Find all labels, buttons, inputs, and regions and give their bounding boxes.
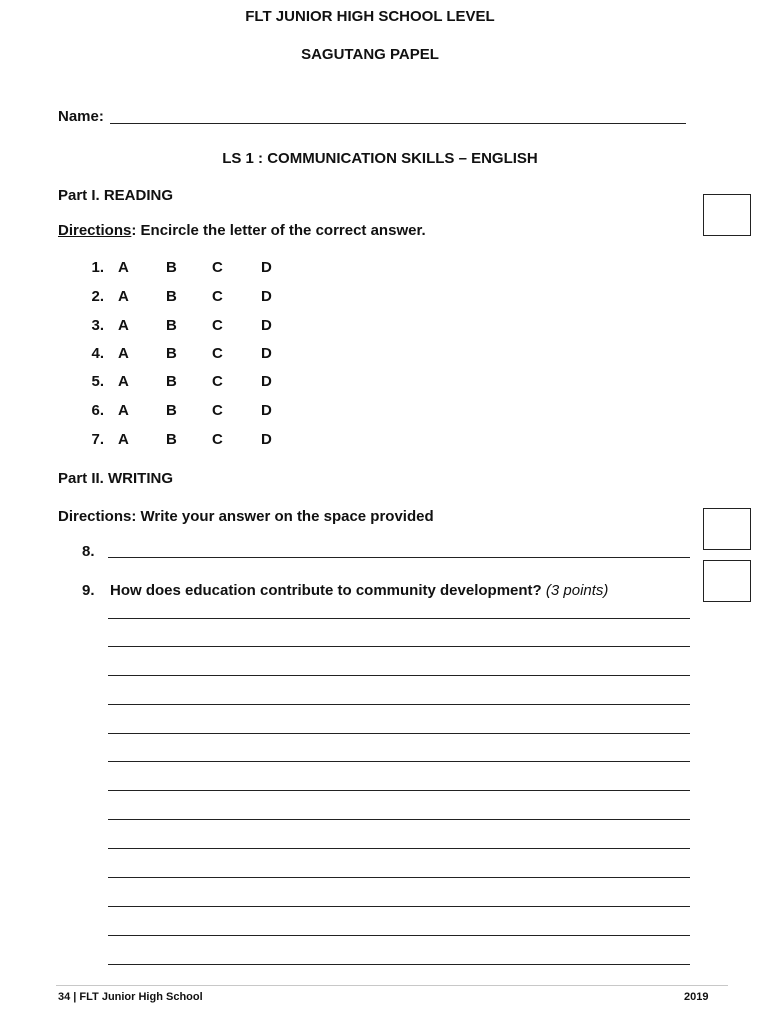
answer-line[interactable] xyxy=(108,935,690,936)
option-c[interactable]: C xyxy=(212,259,223,276)
option-c[interactable]: C xyxy=(212,345,223,362)
q8-answer-line[interactable] xyxy=(108,557,690,558)
option-b[interactable]: B xyxy=(166,402,177,419)
option-b[interactable]: B xyxy=(166,259,177,276)
option-a[interactable]: A xyxy=(118,259,129,276)
part1-directions xyxy=(58,222,426,239)
item-number: 2. xyxy=(91,288,104,305)
option-b[interactable]: B xyxy=(166,373,177,390)
item-number: 7. xyxy=(91,431,104,448)
q9-question-text: How does education contribute to community development? xyxy=(110,582,542,599)
name-line xyxy=(110,123,686,124)
section-title: LS 1 : COMMUNICATION SKILLS – ENGLISH xyxy=(222,150,538,167)
q8-number: 8. xyxy=(82,543,95,560)
option-c[interactable]: C xyxy=(212,288,223,305)
answer-line[interactable] xyxy=(108,761,690,762)
option-b[interactable]: B xyxy=(166,345,177,362)
option-a[interactable]: A xyxy=(118,373,129,390)
item-number: 4. xyxy=(91,345,104,362)
document-subtitle: SAGUTANG PAPEL xyxy=(301,46,439,63)
footer-divider xyxy=(56,985,728,986)
option-c[interactable]: C xyxy=(212,373,223,390)
q9-question xyxy=(110,582,608,599)
answer-line[interactable] xyxy=(108,618,690,619)
score-box-part1 xyxy=(703,194,751,236)
option-d[interactable]: D xyxy=(261,431,272,448)
option-d[interactable]: D xyxy=(261,402,272,419)
option-a[interactable]: A xyxy=(118,288,129,305)
answer-line[interactable] xyxy=(108,733,690,734)
option-d[interactable]: D xyxy=(261,259,272,276)
footer-year: 2019 xyxy=(684,991,709,1003)
answer-line[interactable] xyxy=(108,964,690,965)
part1-title: Part I. READING xyxy=(58,187,174,204)
answer-line[interactable] xyxy=(108,646,690,647)
q9-number: 9. xyxy=(82,582,95,599)
footer-page-label: 34 | FLT Junior High School xyxy=(58,991,203,1003)
option-c[interactable]: C xyxy=(212,317,223,334)
answer-line[interactable] xyxy=(108,877,690,878)
option-b[interactable]: B xyxy=(166,288,177,305)
option-d[interactable]: D xyxy=(261,373,272,390)
item-number: 5. xyxy=(91,373,104,390)
document-title: FLT JUNIOR HIGH SCHOOL LEVEL xyxy=(245,8,495,25)
option-a[interactable]: A xyxy=(118,345,129,362)
part2-directions: Directions: Write your answer on the space provided xyxy=(58,508,434,525)
option-a[interactable]: A xyxy=(118,431,129,448)
answer-line[interactable] xyxy=(108,848,690,849)
option-a[interactable]: A xyxy=(118,402,129,419)
answer-line[interactable] xyxy=(108,675,690,676)
name-label: Name: xyxy=(58,108,104,125)
option-b[interactable]: B xyxy=(166,317,177,334)
option-b[interactable]: B xyxy=(166,431,177,448)
option-c[interactable]: C xyxy=(212,431,223,448)
option-d[interactable]: D xyxy=(261,345,272,362)
answer-line[interactable] xyxy=(108,906,690,907)
part2-title: Part II. WRITING xyxy=(58,470,174,487)
option-c[interactable]: C xyxy=(212,402,223,419)
option-a[interactable]: A xyxy=(118,317,129,334)
item-number: 6. xyxy=(91,402,104,419)
directions-text: : Encircle the letter of the correct answer. xyxy=(131,222,426,239)
answer-line[interactable] xyxy=(108,790,690,791)
score-box-q9 xyxy=(703,560,751,602)
item-number: 3. xyxy=(91,317,104,334)
score-box-q8 xyxy=(703,508,751,550)
option-d[interactable]: D xyxy=(261,288,272,305)
directions-label: Directions xyxy=(58,222,132,239)
option-d[interactable]: D xyxy=(261,317,272,334)
q9-points: (3 points) xyxy=(545,582,609,599)
answer-line[interactable] xyxy=(108,819,690,820)
item-number: 1. xyxy=(91,259,104,276)
answer-line[interactable] xyxy=(108,704,690,705)
